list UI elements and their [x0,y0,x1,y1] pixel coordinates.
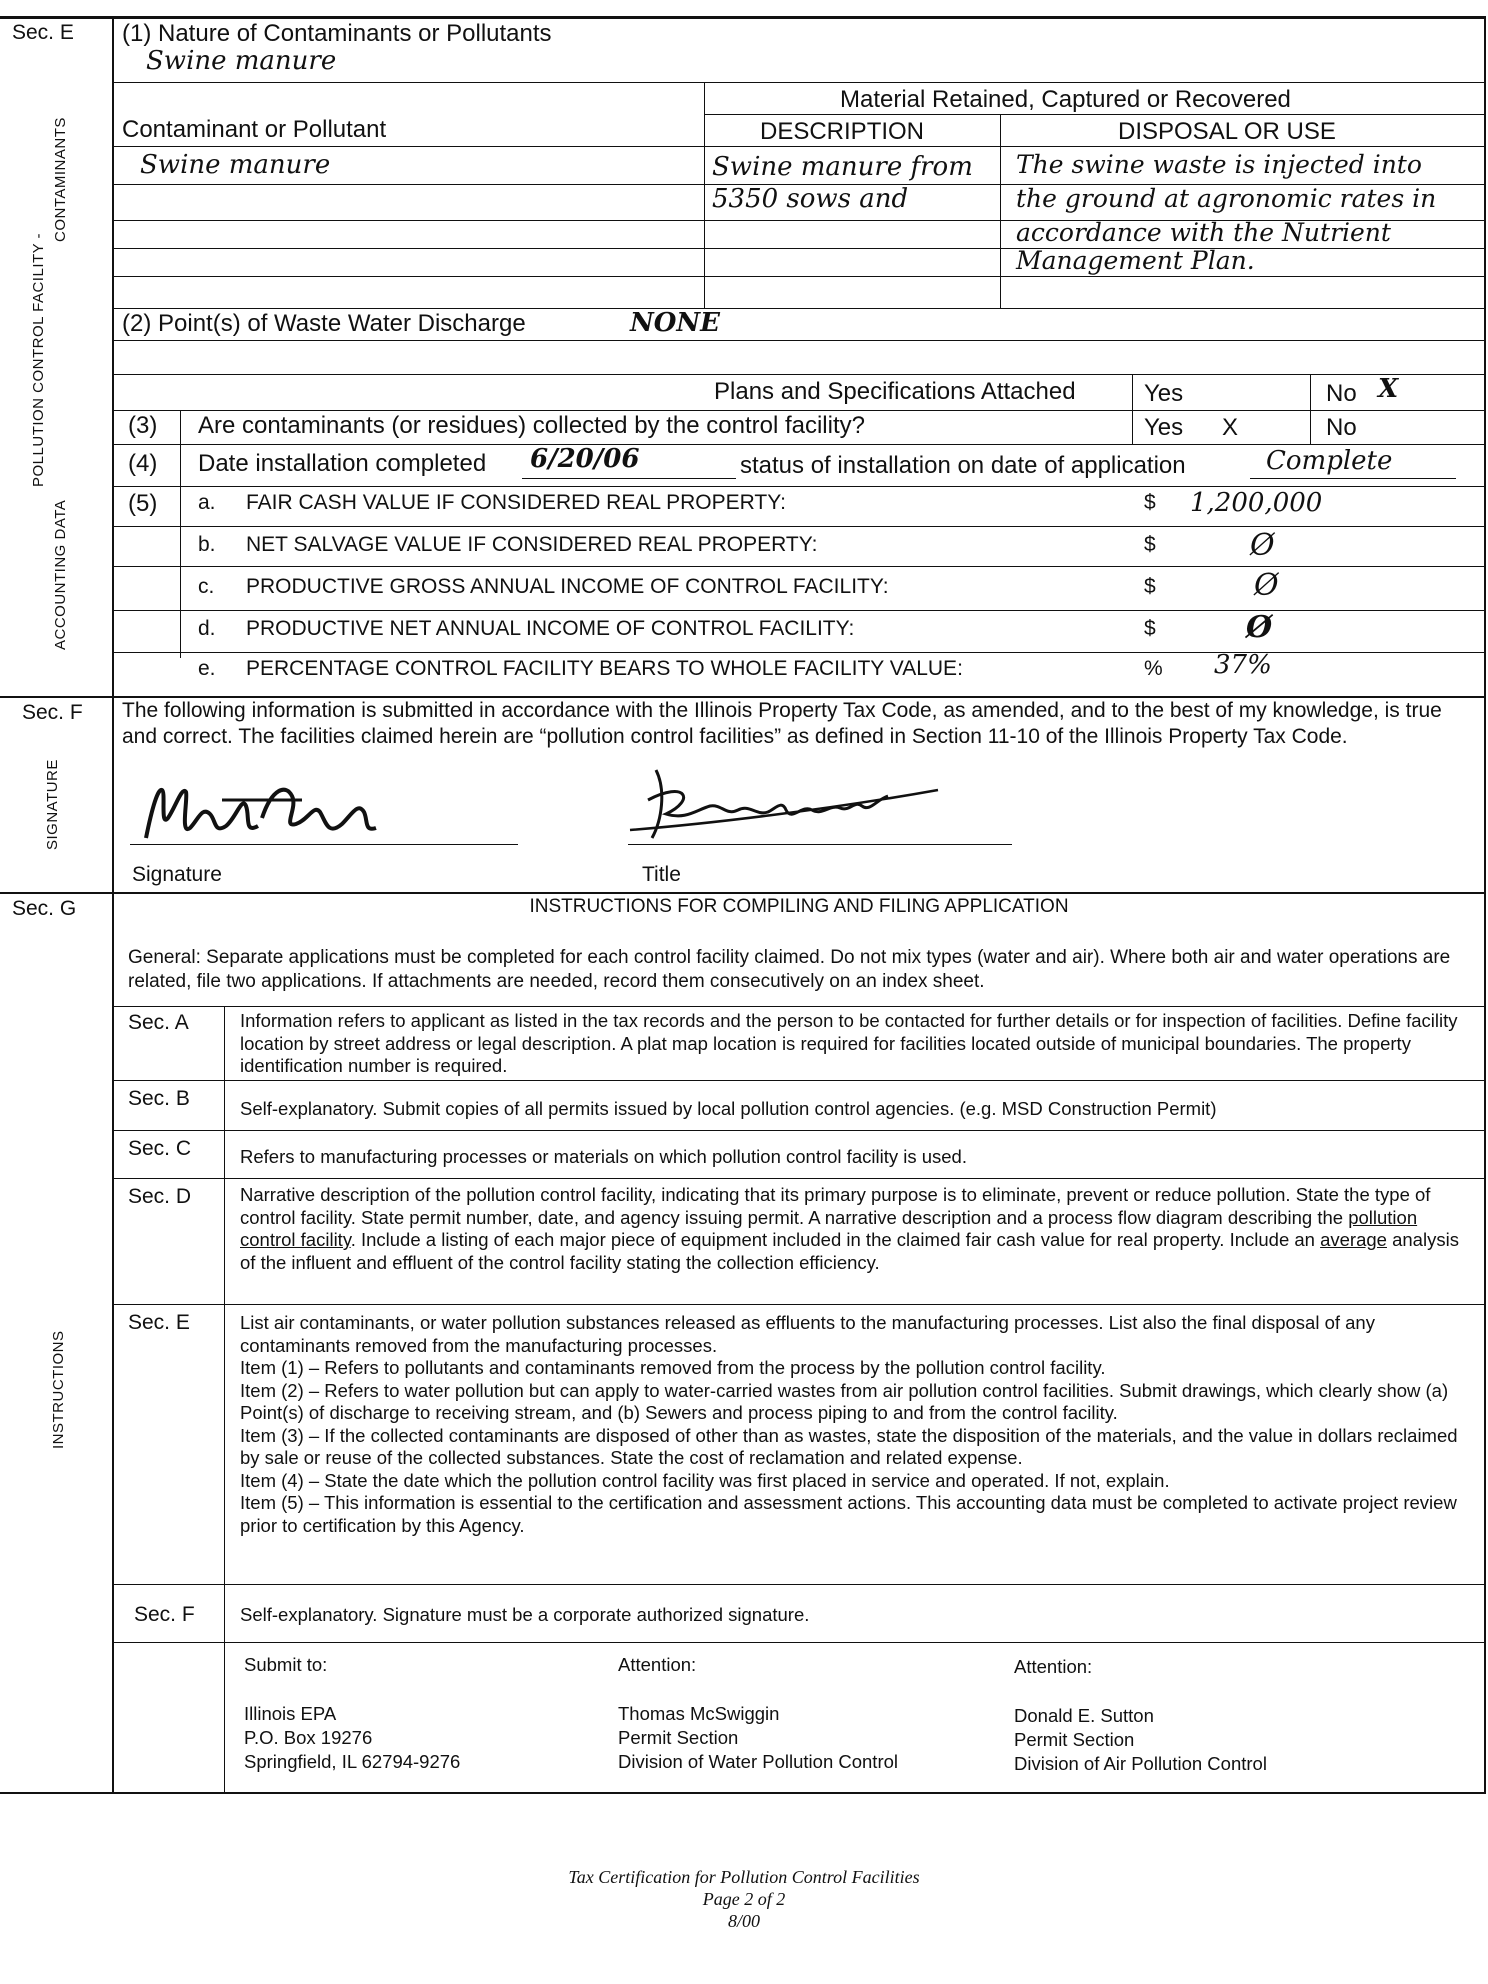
item5e-label: PERCENTAGE CONTROL FACILITY BEARS TO WHOLE FACILITY VALUE: [246,657,963,680]
item3-mark: X [1222,414,1239,441]
item5c-unit: $ [1144,575,1156,598]
item5a-label: FAIR CASH VALUE IF CONSIDERED REAL PROPERTY: [246,491,786,514]
instr-sec-e-item1: Item (1) – Refers to pollutants and contaminants removed from the process by the pollution control facility. [240,1357,1106,1378]
signature-image [132,778,472,848]
item5b-label: NET SALVAGE VALUE IF CONSIDERED REAL PROPERTY: [246,533,818,556]
item1-value: Swine manure [146,46,337,76]
item4-date: 6/20/06 [530,444,640,474]
submit-to-heading: Submit to: [244,1654,328,1675]
instructions-heading: INSTRUCTIONS FOR COMPILING AND FILING APPLICATION [529,896,1069,917]
certification-statement: The following information is submitted in accordance with the Illinois Property Tax Code, as amended, and to the best of my knowledge, is true and correct. The facilities claimed herein are “pollution control facilities” as defined in Section 11-10 of the Illinois Property Tax Code. [122,699,1442,748]
item3-question: Are contaminants (or residues) collected by the control facility? [198,412,865,439]
plans-mark: X [1378,374,1399,404]
contact-line: Permit Section [618,1727,739,1748]
item3-num: (3) [128,412,158,439]
item5d-value: Ø [1246,610,1273,645]
instr-sec-a-text: Information refers to applicant as listed in the tax records and the person to be contacted for further details or for inspection of facilities. Define facility location by street address or legal description. A plat map location is required for facilities located outside of municipal boundaries. The property identification number is required. [240,1010,1458,1076]
sec-f-label: Sec. F [22,701,83,724]
item5d-letter: d. [198,617,216,640]
footer-form-title: Tax Certification for Pollution Control Facilities [568,1867,920,1887]
contact-line: Permit Section [1014,1729,1135,1750]
item5e-letter: e. [198,657,216,680]
item5a-unit: $ [1144,491,1156,514]
plans-yes: Yes [1144,380,1184,407]
contact-line: Division of Air Pollution Control [1014,1753,1267,1774]
submit-line: P.O. Box 19276 [244,1727,373,1748]
item5e-value: 37% [1214,650,1272,680]
footer-page-number: Page 2 of 2 [702,1889,786,1909]
instr-sec-e-label: Sec. E [128,1311,190,1334]
submit-line: Illinois EPA [244,1703,337,1724]
material-heading: Material Retained, Captured or Recovered [840,86,1291,113]
item5d-unit: $ [1144,617,1156,640]
item5a-letter: a. [198,491,216,514]
sec-e-label: Sec. E [12,21,74,44]
contact-line: Thomas McSwiggin [618,1703,780,1724]
item4-label-b: status of installation on date of application [740,452,1186,479]
item5b-value: Ø [1250,528,1275,563]
footer-revision: 8/00 [727,1911,760,1931]
side-label-signature: SIGNATURE [44,759,61,851]
col-description: DESCRIPTION [760,118,925,145]
item5c-value: Ø [1254,568,1279,603]
instr-sec-e-line: List air contaminants, or water pollution substances released as effluents to the manufacturing processes. List also the final disposal of any contaminants removed from the manufacturing processes. [240,1312,1375,1356]
instr-sec-b-label: Sec. B [128,1087,190,1110]
sec-g-label: Sec. G [12,897,77,920]
row-disposal-1: The swine waste is injected into [1016,150,1422,179]
row-description-1: Swine manure from [712,152,973,182]
item3-yes: Yes [1144,414,1184,441]
title-signature-image [626,760,946,850]
side-label-pollution: POLLUTION CONTROL FACILITY - [30,232,47,488]
item5d-label: PRODUCTIVE NET ANNUAL INCOME OF CONTROL FACILITY: [246,617,855,640]
contact-line: Division of Water Pollution Control [618,1751,899,1772]
general-instructions: General: Separate applications must be completed for each control facility claimed. Do not mix types (water and air). Where both air and water operations are related, file two applications. If attachments are needed, record them consecutively on an index sheet. [128,947,1451,992]
attention-air-heading: Attention: [1014,1656,1093,1677]
item4-num: (4) [128,450,158,477]
instr-sec-e-text [240,1312,1476,1537]
submit-line: Springfield, IL 62794-9276 [244,1751,461,1772]
instr-sec-d-text: Narrative description of the pollution control facility, indicating that its primary purpose is to eliminate, prevent or reduce pollution. State the type of control facility. State permit number, date, and agency issuing permit. A narrative description and a process flow diagram describing the pollution control facility. Include a listing of each major piece of equipment included in the claimed fair cash value for real property. Include an average analysis of the influent and effluent of the control facility stating the collection efficiency. [240,1184,1459,1273]
side-label-accounting: ACCOUNTING DATA [52,499,69,651]
attention-air-contact [1014,1704,1267,1776]
side-label-contaminants: CONTAMINANTS [52,117,69,243]
side-label-instructions: INSTRUCTIONS [50,1330,67,1450]
item3-no: No [1326,414,1357,441]
instr-sec-b-text: Self-explanatory. Submit copies of all permits issued by local pollution control agencies. (e.g. MSD Construction Permit) [240,1098,1217,1119]
row-disposal-2: the ground at agronomic rates in [1016,184,1437,213]
attention-water-heading: Attention: [618,1654,697,1675]
col-contaminant: Contaminant or Pollutant [122,116,387,143]
instr-sec-e-item4: Item (4) – State the date which the pollution control facility was first placed in service and operated. If not, explain. [240,1469,1170,1491]
col-disposal: DISPOSAL OR USE [1118,118,1336,145]
item5c-label: PRODUCTIVE GROSS ANNUAL INCOME OF CONTROL FACILITY: [246,575,889,598]
instr-sec-f-text: Self-explanatory. Signature must be a corporate authorized signature. [240,1604,810,1625]
item5b-letter: b. [198,533,216,556]
submit-to-address [244,1702,460,1774]
item2-value: NONE [630,308,720,338]
item4-status: Complete [1266,446,1393,476]
item5e-unit: % [1144,657,1163,680]
item2-heading: (2) Point(s) of Waste Water Discharge [122,310,526,337]
item5-num: (5) [128,490,158,517]
item1-heading: (1) Nature of Contaminants or Pollutants [122,20,552,47]
item5c-letter: c. [198,575,215,598]
instr-sec-c-text: Refers to manufacturing processes or materials on which pollution control facility is used. [240,1146,967,1167]
instr-sec-c-label: Sec. C [128,1137,192,1160]
plans-label: Plans and Specifications Attached [714,378,1076,405]
plans-no: No [1326,380,1357,407]
item5a-value: 1,200,000 [1190,488,1323,518]
item4-label-a: Date installation completed [198,450,487,477]
row-contaminant: Swine manure [140,150,331,180]
instr-sec-f-label: Sec. F [134,1603,195,1626]
attention-water-contact [618,1702,898,1774]
instr-sec-e-item2: Item (2) – Refers to water pollution but can apply to water-carried wastes from air pollution control facilities. Submit drawings, which clearly show (a) Point(s) of discharge to receiving stream, and (b) Sewers and process piping to and from the control facility. [240,1379,1449,1423]
instr-sec-e-item5: Item (5) – This information is essential to the certification and assessment actions. This accounting data must be completed to activate project review prior to certification by this Agency. [240,1492,1457,1536]
row-disposal-4: Management Plan. [1016,246,1255,275]
signature-caption: Signature [132,863,222,886]
instr-sec-d-label: Sec. D [128,1185,192,1208]
item5b-unit: $ [1144,533,1156,556]
page-footer [0,1866,1488,1932]
contact-line: Donald E. Sutton [1014,1705,1154,1726]
instr-sec-a-label: Sec. A [128,1011,189,1034]
row-description-2: 5350 sows and [712,184,909,214]
instr-sec-e-item3: Item (3) – If the collected contaminants are disposed of other than as wastes, state the disposition of the materials, and the value in dollars reclaimed by sale or reuse of the collected substances. State the cost of reclamation and related expense. [240,1424,1458,1468]
row-disposal-3: accordance with the Nutrient [1016,218,1391,247]
title-caption: Title [642,863,681,886]
